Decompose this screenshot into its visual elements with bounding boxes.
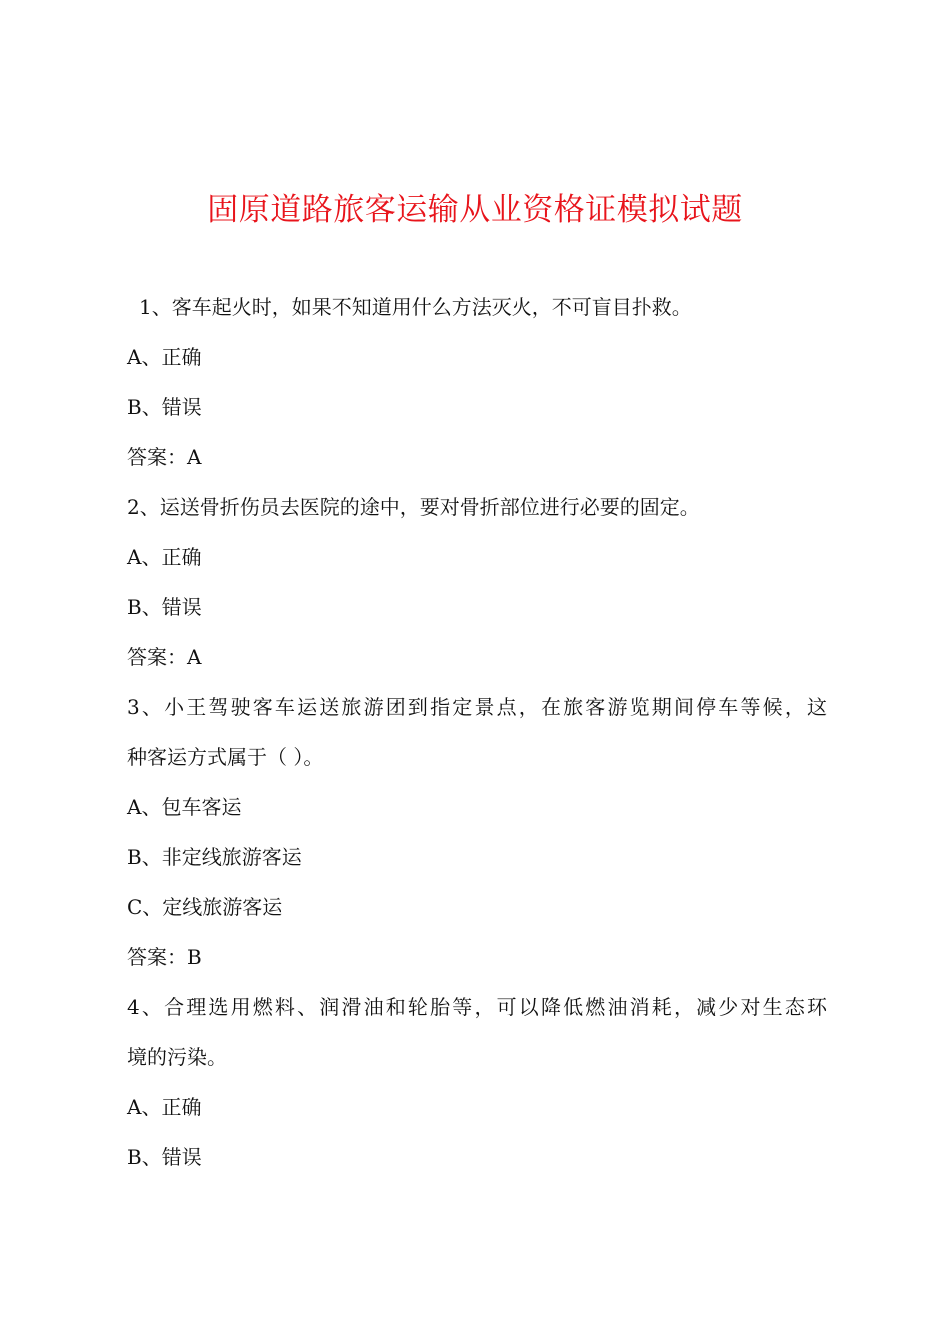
question-2-text: 2、运送骨折伤员去医院的途中，要对骨折部位进行必要的固定。 xyxy=(127,495,700,519)
question-2-option-a: A、正确 xyxy=(127,545,202,569)
question-1-option-a: A、正确 xyxy=(127,345,202,369)
question-1-answer: 答案：A xyxy=(127,445,202,469)
question-3 xyxy=(127,682,827,982)
question-4 xyxy=(127,982,827,1182)
question-3-answer: 答案：B xyxy=(127,945,202,969)
question-3-text-line-1: 3、小王驾驶客车运送旅游团到指定景点，在旅客游览期间停车等候，这 xyxy=(127,695,827,719)
question-1 xyxy=(127,282,827,482)
question-3-option-a: A、包车客运 xyxy=(127,795,242,819)
question-2 xyxy=(127,482,827,682)
question-3-text-line-2: 种客运方式属于（ ）。 xyxy=(127,745,324,769)
question-4-text-line-2: 境的污染。 xyxy=(127,1045,227,1069)
question-2-answer: 答案：A xyxy=(127,645,202,669)
question-1-option-b: B、错误 xyxy=(127,395,202,419)
question-3-option-b: B、非定线旅游客运 xyxy=(127,845,302,869)
question-4-option-b: B、错误 xyxy=(127,1145,202,1169)
question-4-text-line-1: 4、合理选用燃料、润滑油和轮胎等，可以降低燃油消耗，减少对生态环 xyxy=(127,995,827,1019)
page-title: 固原道路旅客运输从业资格证模拟试题 xyxy=(207,192,743,228)
question-3-option-c: C、定线旅游客运 xyxy=(127,895,283,919)
question-list xyxy=(127,282,827,1182)
question-2-option-b: B、错误 xyxy=(127,595,202,619)
question-1-text: 1、客车起火时，如果不知道用什么方法灭火，不可盲目扑救。 xyxy=(139,295,692,319)
question-4-option-a: A、正确 xyxy=(127,1095,202,1119)
